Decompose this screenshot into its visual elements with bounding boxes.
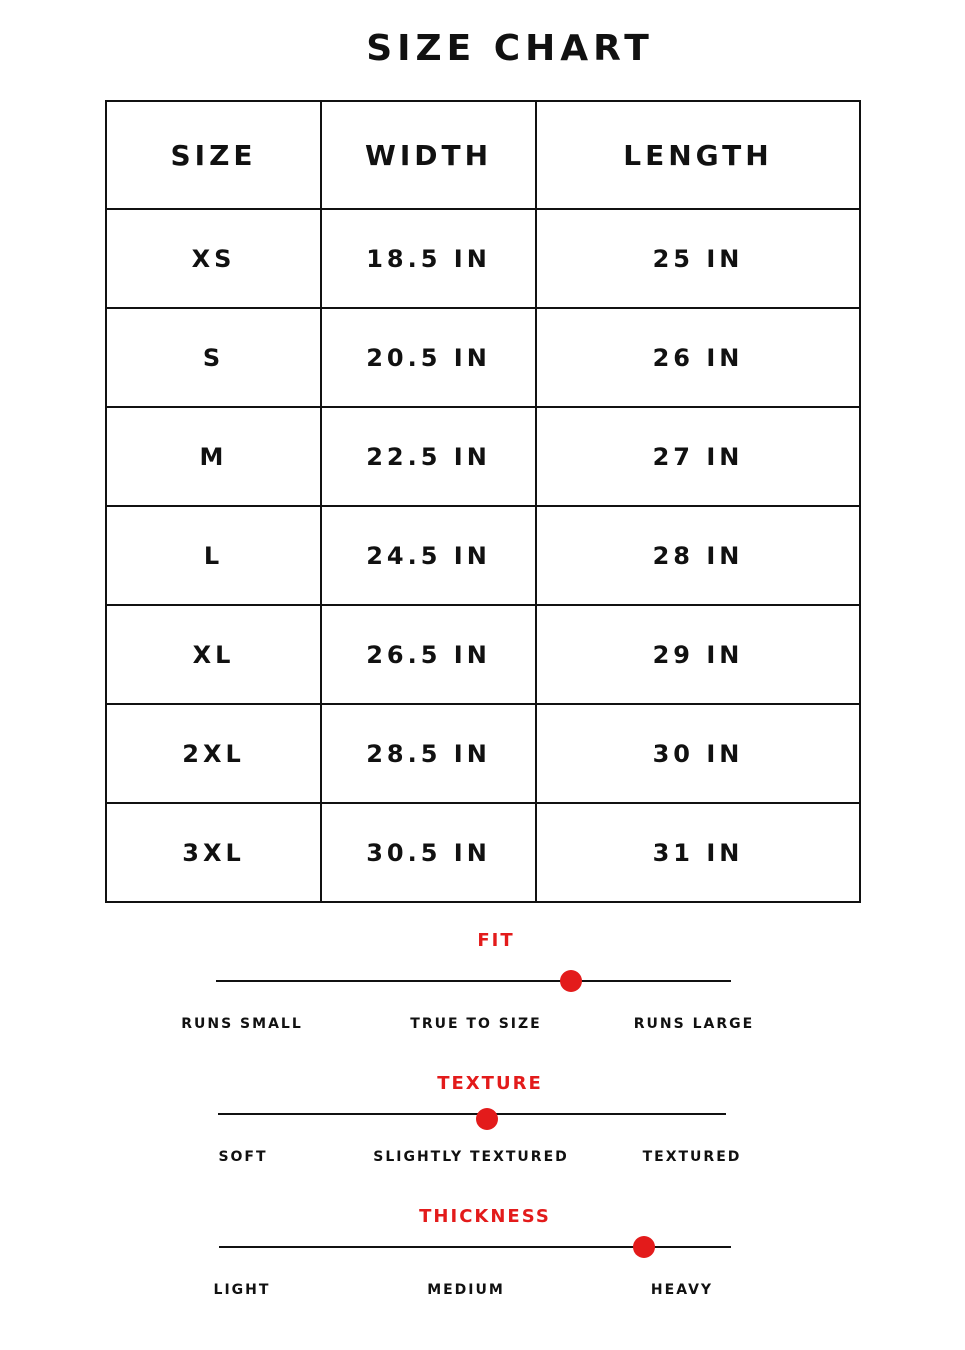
table-header-row	[106, 101, 860, 209]
width-cell: 18.5 IN	[321, 209, 536, 308]
page-title: SIZE CHART	[366, 28, 654, 69]
width-cell: 22.5 IN	[321, 407, 536, 506]
texture-scale-track	[218, 1113, 726, 1115]
length-cell: 30 IN	[536, 704, 860, 803]
length-cell: 29 IN	[536, 605, 860, 704]
length-cell: 25 IN	[536, 209, 860, 308]
texture-label-slightly-textured: SLIGHTLY TEXTURED	[373, 1149, 569, 1165]
fit-label-true-to-size: TRUE TO SIZE	[410, 1016, 542, 1032]
size-cell: M	[106, 407, 321, 506]
thickness-label-heavy: HEAVY	[650, 1282, 714, 1298]
length-cell: 28 IN	[536, 506, 860, 605]
length-cell: 27 IN	[536, 407, 860, 506]
length-cell: 26 IN	[536, 308, 860, 407]
size-cell: XS	[106, 209, 321, 308]
fit-label-runs-large: RUNS LARGE	[633, 1016, 755, 1032]
size-cell: XL	[106, 605, 321, 704]
column-header-length: LENGTH	[536, 101, 860, 209]
size-cell: 3XL	[106, 803, 321, 902]
table-row	[106, 407, 860, 506]
length-cell: 31 IN	[536, 803, 860, 902]
size-cell: 2XL	[106, 704, 321, 803]
fit-scale-title: FIT	[477, 930, 515, 951]
fit-scale-track	[216, 980, 731, 982]
table-row	[106, 308, 860, 407]
thickness-label-medium: MEDIUM	[427, 1282, 505, 1298]
texture-scale-title: TEXTURE	[437, 1073, 543, 1094]
thickness-scale-marker	[633, 1236, 655, 1258]
thickness-scale-title: THICKNESS	[419, 1206, 551, 1227]
table-row	[106, 209, 860, 308]
texture-label-soft: SOFT	[218, 1149, 268, 1165]
size-chart-table	[105, 100, 861, 903]
width-cell: 20.5 IN	[321, 308, 536, 407]
table-row	[106, 605, 860, 704]
column-header-size: SIZE	[106, 101, 321, 209]
column-header-width: WIDTH	[321, 101, 536, 209]
table-row	[106, 704, 860, 803]
table-row	[106, 506, 860, 605]
width-cell: 30.5 IN	[321, 803, 536, 902]
fit-label-runs-small: RUNS SMALL	[181, 1016, 303, 1032]
texture-label-textured: TEXTURED	[642, 1149, 742, 1165]
width-cell: 26.5 IN	[321, 605, 536, 704]
table-row	[106, 803, 860, 902]
width-cell: 24.5 IN	[321, 506, 536, 605]
size-cell: L	[106, 506, 321, 605]
thickness-label-light: LIGHT	[213, 1282, 271, 1298]
fit-scale-marker	[560, 970, 582, 992]
size-cell: S	[106, 308, 321, 407]
width-cell: 28.5 IN	[321, 704, 536, 803]
texture-scale-marker	[476, 1108, 498, 1130]
